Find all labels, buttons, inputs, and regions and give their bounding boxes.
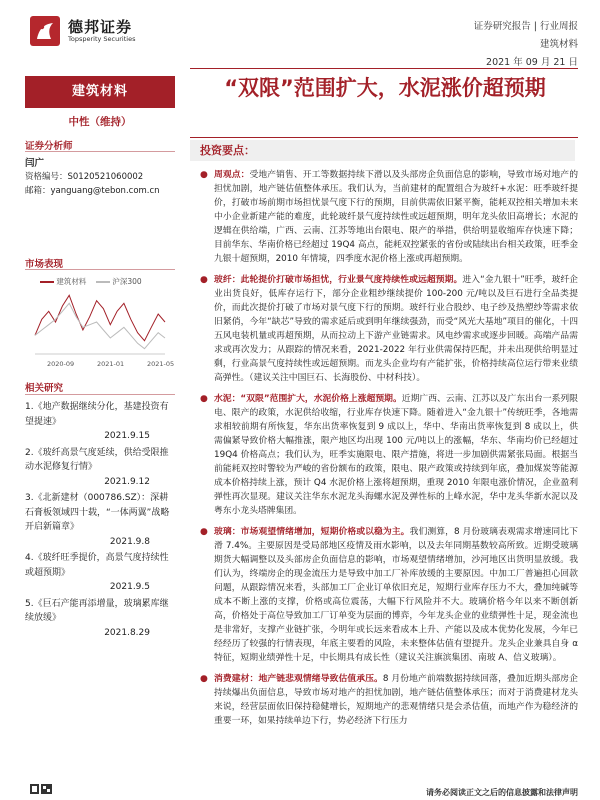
related-item-date: 2021.8.29 [104, 627, 150, 638]
key-point [200, 672, 578, 728]
key-point-body: 进入“金九银十”旺季，玻纤企业出货良好，低库存运行下，部分企业粗纱继续提价 100-200 元/吨以及巨石进行全品类提价，而此次提价打破了市场对景气度下行的预期。玻纤行业合股纱、电子纱及热塑纱等需求依旧紧俏，今年“缺芯”导致的需求延后或到明年继续强劲，而受“风光大基地”项目的催化，十四五风电装机量或再超预期，从而拉动上下游产业链需求。风电纱需求或逐步回暖。高端产品需求或再次发力；从跟踪的情况来看，2021-2022 年行业供需保持匹配，并未出现供给明显过剩，行业高景气度持续性或远超预期。而龙头企业均有产能扩张，价格持续高位运行带来业绩高弹性。（建议关注中国巨石、长海股份、中材科技）。 [214, 275, 578, 383]
header-divider [190, 68, 578, 69]
x-tick-label: 2021-05 [147, 360, 175, 368]
market-section-label: 市场表现 [25, 259, 64, 270]
key-point-lead: 周观点： [214, 170, 250, 180]
market-performance-chart [25, 272, 175, 372]
related-item[interactable] [25, 400, 175, 444]
bullet-icon: ● [200, 394, 208, 404]
logo-emblem-icon [30, 16, 60, 46]
key-point [200, 525, 578, 665]
related-item-date: 2021.9.5 [109, 582, 150, 592]
analyst-email[interactable]: 邮箱：yanguang@tebon.com.cn [25, 186, 160, 196]
analyst-section-label: 证券分析师 [25, 141, 73, 152]
key-point [200, 273, 578, 385]
analyst-license: 资格编号：S0120521060002 [25, 172, 144, 182]
x-tick-label: 2020-09 [47, 360, 75, 368]
brand-name-en: Topsperity Securities [68, 35, 136, 43]
report-title: “双限”范围扩大，水泥涨价超预期 [224, 76, 546, 100]
bullet-icon: ● [200, 170, 208, 180]
key-point-body: 受地产销售、开工等数据持续下滑以及头部房企负面信息的影响，导致市场对地产的担忧加剧，地产链估值整体承压。我们认为，当前建材的配置组合为玻纤+水泥：旺季玻纤提价，打破市场前期市场担忧景气度下行的预期，目前供需依旧紧平衡，能耗双控相关增加未来中小企业新建产能的难度，此轮玻纤景气度持续性或远超预期，明年龙头依旧高增长；水泥的逻辑在供给端，广西、云南、江苏等地出台限电、限产的举措，供给明显收缩库存快速下降；目前华东、华南价格已经超过 19Q4 高点，能耗双控紧张的省份或陆续出台相关政策，旺季金九银十超预期，2010 年情境，四季度水泥价格上涨或再超预期。 [214, 170, 578, 264]
related-item-date: 2021.9.15 [104, 431, 150, 441]
series-line-1 [35, 303, 165, 348]
report-sector-small: 建筑材料 [539, 39, 578, 50]
report-meta [474, 18, 578, 72]
brand-name: 德邦证券 [68, 18, 133, 36]
key-point-body: 近期广西、云南、江苏以及广东出台一系列限电、限产的政策，水泥供给收缩，行业库存快速下降。随着进入“金九银十”传统旺季，各地需求相较前期有所恢复，华东出货率恢复到 9 成以上，华中、华南出货率恢复到 8 成以上，供需偏紧导致价格大幅推涨，限产地区均出现 100 元/吨以上的涨幅，华东、华南均价已经超过 19Q4 价格高点；我们认为，旺季实施限电、限产措施，将进一步加剧供需紧张局面。根据当前能耗双控时警较为严峻的省份额布的政策，限电、限产政策或持续到年底，叠加煤炭等能源成本价格持续上涨，预计 Q4 水泥价格上涨将超预期，重现 2010 年限电涨价情况，企业盈利弹性再次显现。建议关注华东水泥龙头海螺水泥及弹性标的上峰水泥，华中龙头华新水泥以及粤东小龙头塔牌集团。 [214, 394, 578, 516]
footer-disclaimer: 请务必阅读正文之后的信息披露和法律声明 [426, 788, 578, 797]
related-item[interactable] [25, 446, 175, 490]
title-divider [190, 137, 578, 138]
bullet-icon: ● [200, 527, 208, 537]
key-point-lead: 消费建材：地产链悲观情绪导致估值承压。 [214, 674, 383, 684]
legend-label-sector: 建筑材料 [56, 277, 87, 286]
market-divider [25, 269, 175, 270]
key-points-list [200, 168, 578, 735]
series-line-0 [35, 295, 165, 340]
related-item-title: 2.《玻纤高景气度延续，供给受限推动水泥修复行情》 [25, 447, 169, 472]
related-section-label: 相关研究 [25, 383, 64, 394]
related-item-title: 1.《地产数据继续分化，基建投资有望提速》 [25, 402, 169, 427]
qr-code-icon [30, 784, 52, 794]
key-point-body: 8 月份地产前端数据持续回落，叠加近期头部房企持续爆出负面信息，导致市场对地产的担忧加剧，地产链估值整体承压；而对于消费建材龙头来说，经营层面依旧保持稳健增长，短期地产的悲观情绪只是会杀估值，而地产作为稳经济的重要一环，如果持续单边下行，势必经济下行压力 [214, 674, 578, 726]
report-date: 2021 年 09 月 21 日 [486, 57, 578, 68]
related-divider [25, 394, 175, 395]
key-point-lead: 玻纤：此轮提价打破市场担忧，行业景气度持续性或远超预期。 [214, 275, 463, 285]
key-point-lead: 水泥：“双限”范围扩大，水泥价格上涨超预期。 [214, 394, 402, 404]
bullet-icon: ● [200, 674, 208, 684]
related-item-title: 4.《玻纤旺季提价，高景气度持续性或超预期》 [25, 553, 169, 578]
related-item-date: 2021.9.8 [109, 536, 150, 547]
related-item[interactable] [25, 491, 175, 549]
analyst-name: 闫广 [25, 158, 45, 169]
key-point [200, 392, 578, 518]
sector-rating: 中性（维持） [68, 116, 132, 128]
related-item-title: 5.《巨石产能再添增量，玻璃累库继续放缓》 [25, 598, 169, 623]
key-points-label: 投资要点： [200, 144, 255, 157]
bullet-icon: ● [200, 275, 208, 285]
company-logo [30, 14, 170, 50]
key-point-body: 我们测算，8 月份玻璃表观需求增速同比下滑 7.4%。主要原因是受局部地区疫情及雨水影响，以及去年同期基数较高所致。近期受玻璃期货大幅调整以及头部房企负面信息的影响，市场观望情绪增加，沙河地区出货明显放缓。我们认为，终端房企的现金流压力是导致中加工厂补库放缓的主要原因。中加工厂普遍担心回款问题，从跟踪情况来看，头部加工厂企业订单依旧充足，短期行业库存压力不大，叠加纯碱等成本不断上涨的支撑，价格或高位震荡，大幅下行风险并不大。玻璃价格今年以来不断创新高，价格处于高位导致加工厂订单变为层面的博弈，今年龙头企业的业绩弹性十足，现金流也是非常好，支撑产业链扩张，今明年或长远来看成本上升、产能以及成本优势化发展，今年已经经历了较强的行情表现，年底主要看的风险，未来整体估值有望提升。龙头企业兼具自身 α 特征，短期业绩弹性十足，中长期具有成长性（建议关注旗滨集团、南玻 A、信义玻璃）。 [214, 527, 578, 663]
legend-label-index: 沪深300 [112, 277, 142, 286]
key-point-lead: 玻璃：市场观望情绪增加，短期价格或以稳为主。 [214, 527, 410, 537]
related-item[interactable] [25, 551, 175, 595]
analyst-divider [25, 151, 175, 152]
related-item-date: 2021.9.12 [104, 476, 150, 487]
x-tick-label: 2021-01 [97, 360, 125, 368]
key-point [200, 168, 578, 266]
related-item[interactable] [25, 597, 175, 641]
sector-banner: 建筑材料 [25, 76, 175, 108]
related-item-title: 3.《北新建材（000786.SZ）：深耕石膏板领域四十载，“一体两翼”战略开启新篇章》 [25, 493, 170, 532]
related-research-list [25, 400, 175, 642]
report-type: 证券研究报告 | 行业周报 [473, 21, 578, 32]
